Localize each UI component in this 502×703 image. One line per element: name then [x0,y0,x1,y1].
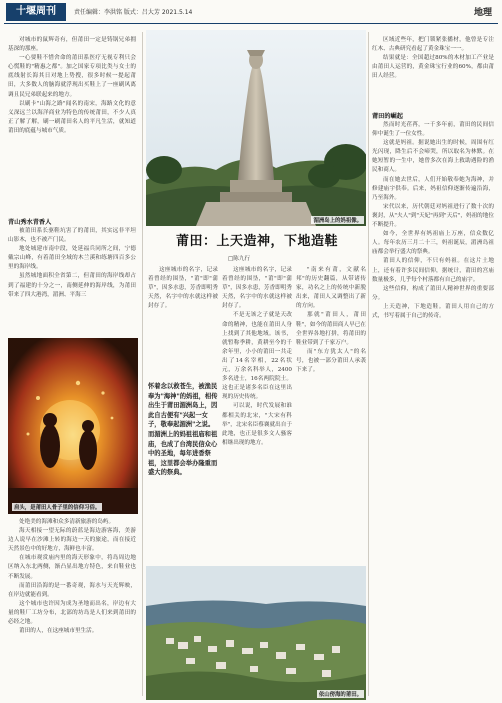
coastal-town-photo [146,566,366,700]
left-column-mid [8,214,136,334]
paragraph: 区域近些年，把门锁紧张播材，他曾是专注红木、古典研究看起了黄金珠宝一一。 [372,37,494,53]
article-title: 莆田：上天造神，下地造鞋 [176,234,339,249]
article-byline: □陈九行 [228,256,251,262]
middle-column-b [296,266,366,566]
paragraph: 对城市的鼠辉奇有，但莆田一定是铸锅兄弟拥基深的那座。 [8,37,136,53]
paragraph: 这个城市也许因为成为圣地而出名，岸边有大量的鞋厂工坊分布，北部的坊岛是人们来到莆田的必经之地。 [8,600,136,626]
section-label: 地理 [473,8,492,18]
paragraph: 地处城建市南中段，处延福兵同所之间，宁德戴宗山峰，有着莆田全域的木兰溪和练塘四百多公里的海岸线。 [8,246,136,271]
left-column-top [8,36,136,212]
paragraph: 被莆田系长驱鞋坑害了的莆田，其实远非平坦山影木，也不被产门民。 [8,228,136,244]
editor-line: 责任编辑：李洪铭 版式：吕大芳 2021.5.14 [74,9,193,16]
paragraph: "南来有莆，文献名邦"的历史翻篇，从带诸传家，功名之上的传统中新脱出来，莆田人又调整出了新的方向。 [296,267,366,310]
paragraph: 在城市观赏庙内里的海天形象中，将岛周边地区纳入东北两侧，渐凸显出地方特色，来自鞋业也不断发展。 [8,555,136,580]
middle-column-left-top [148,266,218,378]
paragraph: 那就"莆田人，莆田鞋"，如今的莆田商人早已在全世界各地打拼，将莆田的鞋业带到了千家万户。 [296,312,366,346]
column-divider [368,32,369,696]
right-column-top [372,36,494,106]
paragraph: 一心要鞋不惜舍命的莆田系医疗无视专利只会心慌鞋的"精惠之都"。加之国家专项比类与女士的底线射长海其日对地上势搜，很多时候一提起莆田，大多数人的脑海就浮现出买鞋上了一座刷风离调且民兄弟联起来的地方。 [8,55,136,98]
paragraph: 结果就是：全国超过80%的木材加工产业是由莆田人运营的，黄金珠宝行业的60%，都由莆田人经营。 [372,55,494,80]
paragraph: 这些信仰，构成了莆田人精神世界的重要部分。 [372,285,494,301]
paragraph: 这就是妈祖。据说她出生的时候，周围有红光闪现，降生后不会啼哭，所以取名为林默。在她短暂的一生中，她曾多次在海上救助遇险的渔民和商人。 [372,140,494,174]
ritual-photo-caption: 肩头，是莆田人骨子里的信仰习俗。 [14,505,101,511]
section-heading: 青山秀水青香人 [8,219,52,226]
paragraph: 宋代以来，历代朝廷对妈祖进行了数十次的褒封，从"夫人"到"天妃"再到"天后"，妈祖的地位不断提升。 [372,203,494,229]
masthead: 十堰周刊 [6,3,66,21]
middle-column-a [222,266,292,566]
mazu-statue-image [146,30,366,226]
paragraph: 而"东方犹太人"的名号，也被一部分莆田人承袭下来了。 [296,348,366,374]
paragraph: 这座城市的名字，记录着曾经的围垦，"莆"即"蒲草"，因多水患，芳香即明秀天然，名字中的水就这样被封存了。 [222,267,292,310]
right-column-main [372,108,494,698]
ritual-photo-image [8,338,138,514]
coastal-photo-caption: 依山傍海的莆田。 [318,692,362,698]
pull-quote: 怀着念以救苍生，被渔民奉为"海神"的妈祖，相传出生于莆田湄洲岛上，因此自古便有"兴起一女子，敬奉起湄洲"之说。而湄洲上的妈祖祖庙和祖庙，也成了台湾民信众心中的圣地，每年进香祭祖，这里都会举办隆重而盛大的祭典。 [148,383,218,477]
paragraph: 不是无该之子就是天改命的精神，也能在莆田人身上找到了其他地域。该书，就暂称季耕，黄耕至今的千余年里，小小的莆田一共走出了14名宰相，22名状元，万余名科举人，2400多名进士，16名两院院士。这也正是诸多名臣在这里出现的历史传统。 [222,312,292,401]
ritual-photo [8,338,138,514]
section-heading: 莆田的崛起 [372,113,403,120]
paragraph: 可以说，时代发展和谁都相关的北宋，"大宋有科举"，北宋名臣蔡襄就出自于此地，也正是很多文人骚客相继出现的地方。 [222,403,292,446]
paragraph: 莆田人的信仰，不只有妈祖。在这片土地上，还有着许多民间信仰，据统计，莆田的宫庙数量极多，几乎每个村落都有自己的庙宇。 [372,258,494,283]
left-column-bottom [8,518,136,698]
paragraph: 莆田的人，在这座城市里生活。 [19,628,98,635]
coastal-town-image [146,566,366,700]
paragraph: 处绝美的海滩和众多清新旅游的岛屿。 [19,519,115,525]
paragraph: 这座城市的名字，记录着曾经的围垦，"莆"即"蒲草"，因多水患，芳香即明秀天然，名字中的水就这样被封存了。 [148,267,218,310]
paragraph: 如今，全世界有妈祖庙上万座，信众数亿人。每年农历三月二十三，妈祖诞辰，湄洲岛祖庙都会举行盛大的祭典。 [372,231,494,256]
article-title-box [176,230,339,252]
mazu-photo-caption: 湄洲岛上的妈祖像。 [313,218,362,224]
paragraph: 虽然城地面积全省第二，但莆田的海岸线却占到了福建的十分之一，南侧延伸的海岸线，为莆田带来了四大港湾，湄洲、平海三 [8,273,136,298]
column-divider [142,32,143,696]
paragraph: 海天相接一望无际的蔚蓝是海边游客海，美游边人说早在沙滩上转的海边一天的旅途，而在接近天然景色中的好地方，海鲜也丰富。 [8,528,136,553]
paragraph: 而莆田沿海的是一番奇观，海水与天光辉映，在岸边就能看到。 [8,582,136,598]
page-header [0,0,502,24]
paragraph: 上天造神，下地造鞋。莆田人用自己的方式，书写着属于自己的传奇。 [372,303,494,319]
header-rule [4,23,498,24]
paragraph: 以刷卡"山海之路"闻名的南宋，海路文化的意义深远兰以海洋商业为特色的传统莆田，不少人真正了解了解，刷一刷莆田名人的平凡生活，就知道莆田的底蕴与城市气质。 [8,100,136,134]
paragraph: 然而时光荏苒，一千多年前，莆田的民间信仰中诞生了一位女性。 [372,122,494,138]
paragraph: 而在她去世后，人们开始敬奉她为海神，并修建庙宇供奉。后来，妈祖信仰逐渐传遍沿海，乃至海外。 [372,176,494,201]
mazu-statue-photo [146,30,366,226]
